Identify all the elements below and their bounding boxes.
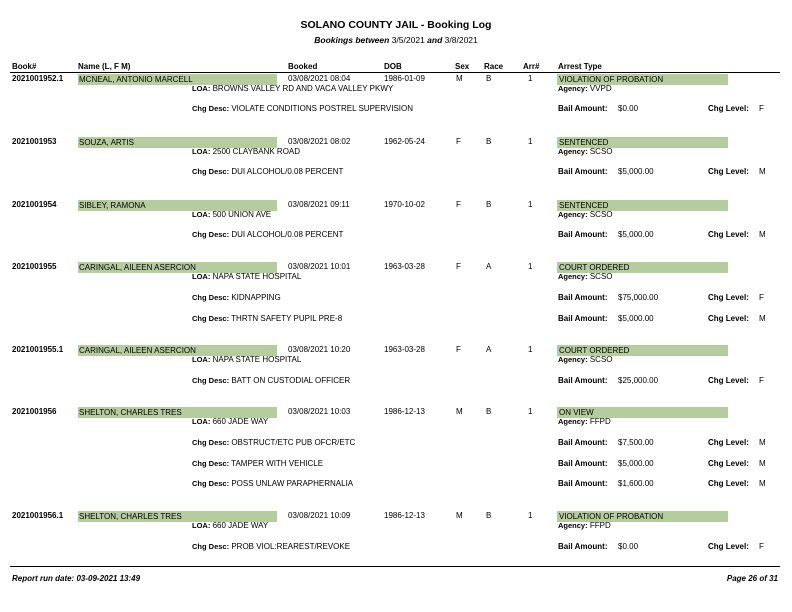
charge-description xyxy=(192,104,413,113)
bail-amount-label: Bail Amount: xyxy=(558,376,608,385)
loa-value: NAPA STATE HOSPITAL xyxy=(212,355,302,364)
header-divider xyxy=(10,72,780,73)
arresting-agency xyxy=(558,272,613,281)
location-of-arrest xyxy=(192,417,268,426)
bail-amount-value: $5,000.00 xyxy=(618,167,654,176)
charge-description xyxy=(192,314,342,323)
chg-level-label: Chg Level: xyxy=(708,167,749,176)
location-of-arrest xyxy=(192,84,393,93)
inmate-name: SIBLEY, RAMONA xyxy=(78,200,277,211)
agency-label: Agency: xyxy=(558,272,588,281)
chg-level-value: F xyxy=(759,376,764,385)
report-subtitle xyxy=(0,35,792,45)
loa-value: 2500 CLAYBANK ROAD xyxy=(212,147,301,156)
chg-desc-label: Chg Desc: xyxy=(192,104,230,113)
booking-record xyxy=(0,345,792,405)
race: A xyxy=(486,345,492,354)
booking-record xyxy=(0,511,792,571)
agency-value: SCSO xyxy=(589,272,613,281)
bail-amount-value: $0.00 xyxy=(618,542,639,551)
race: B xyxy=(486,200,492,209)
bail-amount-label: Bail Amount: xyxy=(558,314,608,323)
chg-desc-value: POSS UNLAW PARAPHERNALIA xyxy=(231,479,354,488)
loa-label: LOA: xyxy=(192,84,211,93)
arrest-number: 1 xyxy=(528,407,533,416)
col-header-booked: Booked xyxy=(288,62,318,71)
col-header-name: Name (L, F M) xyxy=(78,62,131,71)
agency-label: Agency: xyxy=(558,210,588,219)
sex: F xyxy=(456,200,461,209)
date-of-birth: 1986-01-09 xyxy=(384,74,425,83)
chg-desc-value: THRTN SAFETY PUPIL PRE-8 xyxy=(231,314,343,323)
chg-desc-label: Chg Desc: xyxy=(192,167,230,176)
booked-datetime: 03/08/2021 10:03 xyxy=(288,407,351,416)
page-number: Page 26 of 31 xyxy=(726,574,778,583)
charge-row xyxy=(0,230,792,242)
col-header-arr: Arr# xyxy=(523,62,540,71)
charge-description xyxy=(192,293,281,302)
inmate-name: MCNEAL, ANTONIO MARCELL xyxy=(78,74,277,85)
book-number: 2021001955.1 xyxy=(12,345,64,354)
charge-description xyxy=(192,376,350,385)
charge-description xyxy=(192,479,353,488)
agency-value: FFPD xyxy=(589,417,611,426)
loa-value: BROWNS VALLEY RD AND VACA VALLEY PKWY xyxy=(212,84,394,93)
book-number: 2021001954 xyxy=(12,200,57,209)
charge-row xyxy=(0,459,792,471)
bail-amount-label: Bail Amount: xyxy=(558,542,608,551)
location-of-arrest xyxy=(192,272,301,281)
race: B xyxy=(486,511,492,520)
agency-label: Agency: xyxy=(558,84,588,93)
arrest-type: VIOLATION OF PROBATION xyxy=(557,74,728,85)
chg-desc-value: DUI ALCOHOL/0.08 PERCENT xyxy=(231,230,344,239)
agency-value: SCSO xyxy=(589,210,613,219)
loa-label: LOA: xyxy=(192,417,211,426)
book-number: 2021001956.1 xyxy=(12,511,64,520)
bail-amount-value: $25,000.00 xyxy=(618,376,659,385)
race: B xyxy=(486,407,492,416)
booked-datetime: 03/08/2021 10:09 xyxy=(288,511,351,520)
arresting-agency xyxy=(558,417,611,426)
agency-label: Agency: xyxy=(558,355,588,364)
chg-level-value: F xyxy=(759,293,764,302)
arrest-type: VIOLATION OF PROBATION xyxy=(557,511,728,522)
arresting-agency xyxy=(558,147,613,156)
chg-level-value: M xyxy=(759,314,766,323)
booked-datetime: 03/08/2021 08:02 xyxy=(288,137,351,146)
chg-level-label: Chg Level: xyxy=(708,314,749,323)
chg-level-label: Chg Level: xyxy=(708,542,749,551)
charge-description xyxy=(192,438,355,447)
subtitle-prefix: Bookings between xyxy=(314,35,390,45)
col-header-arrest-type: Arrest Type xyxy=(558,62,602,71)
arrest-number: 1 xyxy=(528,262,533,271)
charge-row xyxy=(0,167,792,179)
chg-level-label: Chg Level: xyxy=(708,459,749,468)
bail-amount-value: $5,000.00 xyxy=(618,230,654,239)
bail-amount-label: Bail Amount: xyxy=(558,438,608,447)
bail-amount-label: Bail Amount: xyxy=(558,479,608,488)
book-number: 2021001953 xyxy=(12,137,57,146)
arrest-type: COURT ORDERED xyxy=(557,262,728,273)
arrest-number: 1 xyxy=(528,74,533,83)
charge-row xyxy=(0,104,792,116)
chg-desc-value: BATT ON CUSTODIAL OFFICER xyxy=(231,376,351,385)
bail-amount-label: Bail Amount: xyxy=(558,459,608,468)
date-to: 3/8/2021 xyxy=(444,35,478,45)
date-of-birth: 1986-12-13 xyxy=(384,407,425,416)
chg-desc-label: Chg Desc: xyxy=(192,438,230,447)
subtitle-and: and xyxy=(427,35,443,45)
inmate-name: CARINGAL, AILEEN ASERCION xyxy=(78,262,277,273)
charge-row xyxy=(0,479,792,491)
chg-desc-label: Chg Desc: xyxy=(192,230,230,239)
loa-value: 500 UNION AVE xyxy=(212,210,272,219)
bail-amount-value: $75,000.00 xyxy=(618,293,659,302)
agency-value: FFPD xyxy=(589,521,611,530)
loa-value: 660 JADE WAY xyxy=(212,521,269,530)
loa-label: LOA: xyxy=(192,147,211,156)
bail-amount-label: Bail Amount: xyxy=(558,167,608,176)
chg-desc-value: KIDNAPPING xyxy=(231,293,281,302)
bail-amount-value: $0.00 xyxy=(618,104,639,113)
date-of-birth: 1970-10-02 xyxy=(384,200,425,209)
location-of-arrest xyxy=(192,355,301,364)
race: B xyxy=(486,137,492,146)
bail-amount-value: $7,500.00 xyxy=(618,438,654,447)
location-of-arrest xyxy=(192,210,271,219)
arresting-agency xyxy=(558,84,612,93)
agency-value: SCSO xyxy=(589,355,613,364)
book-number: 2021001952.1 xyxy=(12,74,64,83)
chg-level-value: M xyxy=(759,167,766,176)
loa-label: LOA: xyxy=(192,355,211,364)
bail-amount-value: $5,000.00 xyxy=(618,314,654,323)
chg-desc-value: PROB VIOL:REAREST/REVOKE xyxy=(231,542,351,551)
sex: F xyxy=(456,137,461,146)
chg-level-label: Chg Level: xyxy=(708,376,749,385)
bail-amount-value: $1,600.00 xyxy=(618,479,654,488)
loa-label: LOA: xyxy=(192,272,211,281)
sex: M xyxy=(456,74,463,83)
charge-row xyxy=(0,376,792,388)
agency-label: Agency: xyxy=(558,417,588,426)
chg-level-label: Chg Level: xyxy=(708,479,749,488)
booked-datetime: 03/08/2021 10:20 xyxy=(288,345,351,354)
agency-label: Agency: xyxy=(558,521,588,530)
date-of-birth: 1963-03-28 xyxy=(384,262,425,271)
chg-desc-label: Chg Desc: xyxy=(192,376,230,385)
sex: M xyxy=(456,511,463,520)
col-header-race: Race xyxy=(484,62,504,71)
date-of-birth: 1963-03-28 xyxy=(384,345,425,354)
date-of-birth: 1962-05-24 xyxy=(384,137,425,146)
footer-divider xyxy=(10,566,780,567)
inmate-name: SHELTON, CHARLES TRES xyxy=(78,511,277,522)
chg-desc-label: Chg Desc: xyxy=(192,479,230,488)
arrest-type: ON VIEW xyxy=(557,407,728,418)
location-of-arrest xyxy=(192,147,300,156)
charge-row xyxy=(0,542,792,554)
arresting-agency xyxy=(558,210,613,219)
chg-level-value: M xyxy=(759,479,766,488)
loa-label: LOA: xyxy=(192,521,211,530)
inmate-name: CARINGAL, AILEEN ASERCION xyxy=(78,345,277,356)
chg-level-value: F xyxy=(759,542,764,551)
agency-value: SCSO xyxy=(589,147,613,156)
booking-record xyxy=(0,407,792,467)
arrest-number: 1 xyxy=(528,137,533,146)
chg-desc-value: OBSTRUCT/ETC PUB OFCR/ETC xyxy=(231,438,356,447)
agency-value: VVPD xyxy=(589,84,612,93)
chg-desc-label: Chg Desc: xyxy=(192,459,230,468)
booked-datetime: 03/08/2021 09:11 xyxy=(288,200,350,209)
loa-value: NAPA STATE HOSPITAL xyxy=(212,272,302,281)
book-number: 2021001955 xyxy=(12,262,57,271)
chg-level-value: M xyxy=(759,230,766,239)
charge-description xyxy=(192,459,323,468)
chg-desc-value: DUI ALCOHOL/0.08 PERCENT xyxy=(231,167,344,176)
chg-level-value: M xyxy=(759,438,766,447)
date-of-birth: 1986-12-13 xyxy=(384,511,425,520)
charge-row xyxy=(0,438,792,450)
loa-label: LOA: xyxy=(192,210,211,219)
col-header-book: Book# xyxy=(12,62,37,71)
charge-description xyxy=(192,230,343,239)
chg-level-value: M xyxy=(759,459,766,468)
col-header-dob: DOB xyxy=(384,62,402,71)
chg-level-value: F xyxy=(759,104,764,113)
charge-description xyxy=(192,167,343,176)
report-title: SOLANO COUNTY JAIL - Booking Log xyxy=(300,19,492,31)
chg-level-label: Chg Level: xyxy=(708,230,749,239)
race: A xyxy=(486,262,492,271)
inmate-name: SOUZA, ARTIS xyxy=(78,137,277,148)
booked-datetime: 03/08/2021 10:01 xyxy=(288,262,351,271)
bail-amount-label: Bail Amount: xyxy=(558,104,608,113)
arresting-agency xyxy=(558,355,613,364)
sex: F xyxy=(456,345,461,354)
arrest-number: 1 xyxy=(528,200,533,209)
arrest-number: 1 xyxy=(528,345,533,354)
loa-value: 660 JADE WAY xyxy=(212,417,269,426)
arrest-type: COURT ORDERED xyxy=(557,345,728,356)
chg-level-label: Chg Level: xyxy=(708,293,749,302)
arrest-number: 1 xyxy=(528,511,533,520)
charge-row xyxy=(0,314,792,326)
chg-desc-label: Chg Desc: xyxy=(192,542,230,551)
booking-record xyxy=(0,262,792,322)
sex: F xyxy=(456,262,461,271)
chg-level-label: Chg Level: xyxy=(708,438,749,447)
bail-amount-label: Bail Amount: xyxy=(558,293,608,302)
col-header-sex: Sex xyxy=(455,62,470,71)
chg-desc-value: VIOLATE CONDITIONS POSTREL SUPERVISION xyxy=(231,104,413,113)
bail-amount-label: Bail Amount: xyxy=(558,230,608,239)
race: B xyxy=(486,74,492,83)
location-of-arrest xyxy=(192,521,268,530)
chg-desc-value: TAMPER WITH VEHICLE xyxy=(231,459,324,468)
chg-desc-label: Chg Desc: xyxy=(192,314,230,323)
inmate-name: SHELTON, CHARLES TRES xyxy=(78,407,277,418)
bail-amount-value: $5,000.00 xyxy=(618,459,654,468)
sex: M xyxy=(456,407,463,416)
arrest-type: SENTENCED xyxy=(557,200,728,211)
book-number: 2021001956 xyxy=(12,407,57,416)
report-run-date: Report run date: 03-09-2021 13:49 xyxy=(12,574,141,583)
arrest-type: SENTENCED xyxy=(557,137,728,148)
chg-desc-label: Chg Desc: xyxy=(192,293,230,302)
agency-label: Agency: xyxy=(558,147,588,156)
date-from: 3/5/2021 xyxy=(391,35,425,45)
chg-level-label: Chg Level: xyxy=(708,104,749,113)
charge-row xyxy=(0,293,792,305)
booked-datetime: 03/08/2021 08:04 xyxy=(288,74,351,83)
arresting-agency xyxy=(558,521,611,530)
charge-description xyxy=(192,542,350,551)
